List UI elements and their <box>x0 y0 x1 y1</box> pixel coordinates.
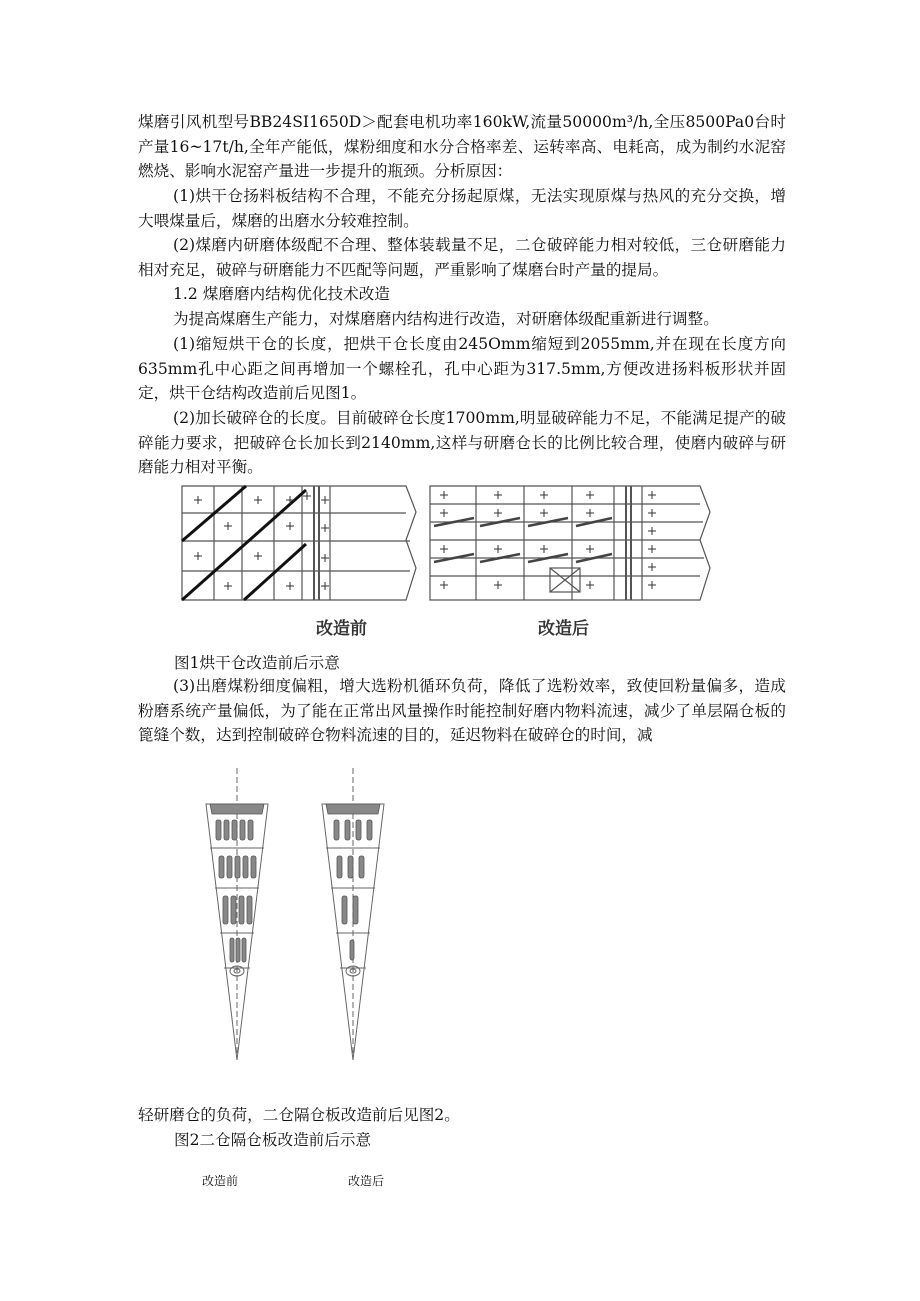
paragraph-purpose: 为提高煤磨生产能力，对煤磨磨内结构进行改造，对研磨体级配重新进行调整。 <box>173 310 719 328</box>
figure-1-before-label: 改造前 <box>316 619 367 639</box>
figure-2-before-label: 改造前 <box>202 1174 239 1188</box>
figure-1-before-drawing <box>182 486 416 600</box>
figure-2-after-label: 改造后 <box>348 1174 385 1188</box>
figure-1-caption: 图1烘干仓改造前后示意 <box>174 654 340 672</box>
figure-1-before-lifters <box>182 486 306 600</box>
figure-2-caption: 图2二仓隔仓板改造前后示意 <box>174 1131 372 1149</box>
paragraph-intro: 煤磨引风机型号BB24SI1650D＞配套电机功率160kW,流量50000m³/h,全压8500Pa0台时产量16~17t/h,全年产能低，煤粉细度和水分合格率差、运转率高、电耗高，成为制约水泥窑燃烧、影响水泥窑产量进一步提升的瓶颈。分析原因： <box>138 113 786 181</box>
section-heading: 1.2 煤磨磨内结构优化技术改造 <box>173 285 390 303</box>
figure-2-before-slots <box>210 804 264 962</box>
figure-1-after-label: 改造后 <box>538 619 589 639</box>
figure-1-after-drawing <box>430 486 710 600</box>
paragraph-step-3: (3)出磨煤粉细度偏粗，增大选粉机循环负荷，降低了选粉效率，致使回粉量偏多，造成粉磨系统产量偏低，为了能在正常出风量操作时能控制好磨内物料流速，减少了单层隔仓板的篦缝个数，达到控制破碎仓物料流速的目的，延迟物料在破碎仓的时间，减 <box>138 677 786 745</box>
paragraph-step-3-end: 轻研磨仓的负荷，二仓隔仓板改造前后见图2。 <box>138 1106 460 1124</box>
paragraph-reason-2: (2)煤磨内研磨体级配不合理、整体装载量不足，二仓破碎能力相对较低，三仓研磨能力相对充足，破碎与研磨能力不匹配等问题，严重影响了煤磨台时产量的提局。 <box>138 236 786 279</box>
figure-2-partition-plates <box>200 768 390 1068</box>
paragraph-step-2: (2)加长破碎仓的长度。目前破碎仓长度1700mm,明显破碎能力不足，不能满足提产的破碎能力要求，把破碎仓长加长到2140mm,这样与研磨仓长的比例比较合理，使磨内破碎与研磨能力相对平衡。 <box>138 409 786 477</box>
figure-1-drying-chamber <box>178 482 768 642</box>
paragraph-step-1: (1)缩短烘干仓的长度，把烘干仓长度由245Omm缩短到2055mm,并在现在长度方向635mm孔中心距之间再增加一个螺栓孔，孔中心距为317.5mm,方便改进扬料板形状并固定，烘干仓结构改造前后见图1。 <box>138 335 786 403</box>
paragraph-reason-1: (1)烘干仓扬料板结构不合理，不能充分扬起原煤，无法实现原煤与热风的充分交换，增大喂煤量后，煤磨的出磨水分较难控制。 <box>138 187 786 230</box>
